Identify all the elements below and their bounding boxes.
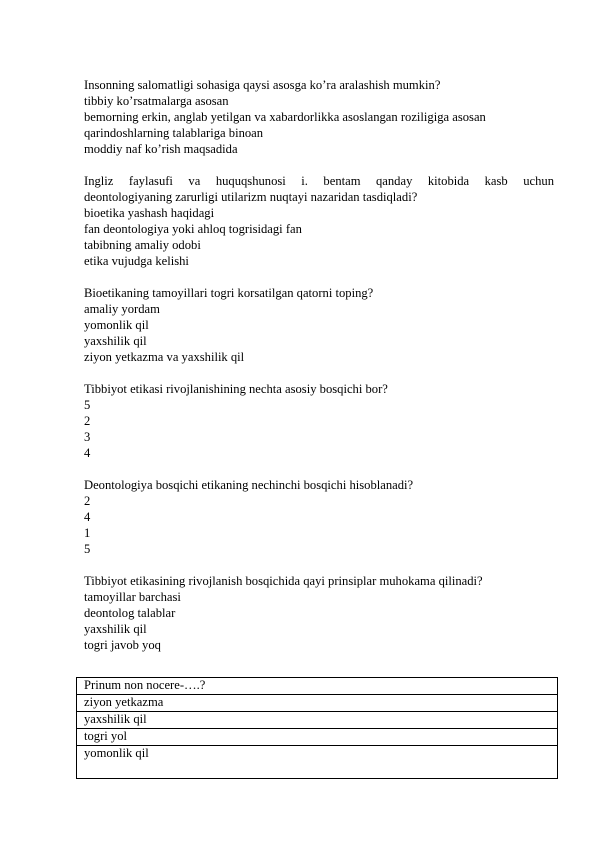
table-option-cell: togri yol <box>77 729 558 746</box>
question-2 <box>84 173 554 269</box>
table-option-cell: yaxshilik qil <box>77 712 558 729</box>
question-text: Insonning salomatligi sohasiga qaysi asosga ko’ra aralashish mumkin? <box>84 78 441 92</box>
question-text: deontologiyaning zarurligi utilarizm nuqtayi nazaridan tasdiqladi? <box>84 190 418 204</box>
answer-option: togri javob yoq <box>84 638 161 652</box>
answer-option: fan deontologiya yoki ahloq togrisidagi fan <box>84 222 302 236</box>
answer-option: 4 <box>84 446 91 460</box>
table-option-cell: ziyon yetkazma <box>77 695 558 712</box>
table-row <box>77 729 558 746</box>
answer-option: moddiy naf ko’rish maqsadida <box>84 142 238 156</box>
question-text: Tibbiyot etikasi rivojlanishining nechta asosiy bosqichi bor? <box>84 382 388 396</box>
answer-option: 5 <box>84 398 91 412</box>
question-3 <box>84 285 554 365</box>
answer-option: qarindoshlarning talablariga binoan <box>84 126 264 140</box>
answer-option: bemorning erkin, anglab yetilgan va xabardorlikka asoslangan roziligiga asosan <box>84 110 486 124</box>
answer-option: tamoyillar barchasi <box>84 590 181 604</box>
question-text: Tibbiyot etikasining rivojlanish bosqichida qayi prinsiplar muhokama qilinadi? <box>84 574 483 588</box>
answer-option: 1 <box>84 526 91 540</box>
table-row <box>77 678 558 695</box>
question-table <box>76 677 558 779</box>
table-row <box>77 695 558 712</box>
answer-option: 5 <box>84 542 91 556</box>
question-4 <box>84 381 554 461</box>
answer-option: tibbiy ko’rsatmalarga asosan <box>84 94 229 108</box>
table-row <box>77 746 558 779</box>
question-1 <box>84 77 554 157</box>
answer-option: 3 <box>84 430 91 444</box>
answer-option: ziyon yetkazma va yaxshilik qil <box>84 350 245 364</box>
question-text: Bioetikaning tamoyillari togri korsatilgan qatorni toping? <box>84 286 374 300</box>
table-option-cell: yomonlik qil <box>77 746 558 779</box>
answer-option: etika vujudga kelishi <box>84 254 189 268</box>
answer-option: bioetika yashash haqidagi <box>84 206 215 220</box>
answer-option: yomonlik qil <box>84 318 149 332</box>
table-row <box>77 712 558 729</box>
question-text: Ingliz faylasufi va huquqshunosi i. bentam qanday kitobida kasb uchun <box>84 174 554 188</box>
answer-option: 2 <box>84 494 91 508</box>
question-text: Deontologiya bosqichi etikaning nechinchi bosqichi hisoblanadi? <box>84 478 414 492</box>
question-5 <box>84 477 554 557</box>
answer-option: yaxshilik qil <box>84 334 147 348</box>
answer-option: deontolog talablar <box>84 606 176 620</box>
question-6 <box>84 573 554 653</box>
table-question-cell: Prinum non nocere-….? <box>77 678 558 695</box>
answer-option: tabibning amaliy odobi <box>84 238 201 252</box>
answer-option: amaliy yordam <box>84 302 160 316</box>
answer-option: 4 <box>84 510 91 524</box>
answer-option: 2 <box>84 414 91 428</box>
answer-option: yaxshilik qil <box>84 622 147 636</box>
